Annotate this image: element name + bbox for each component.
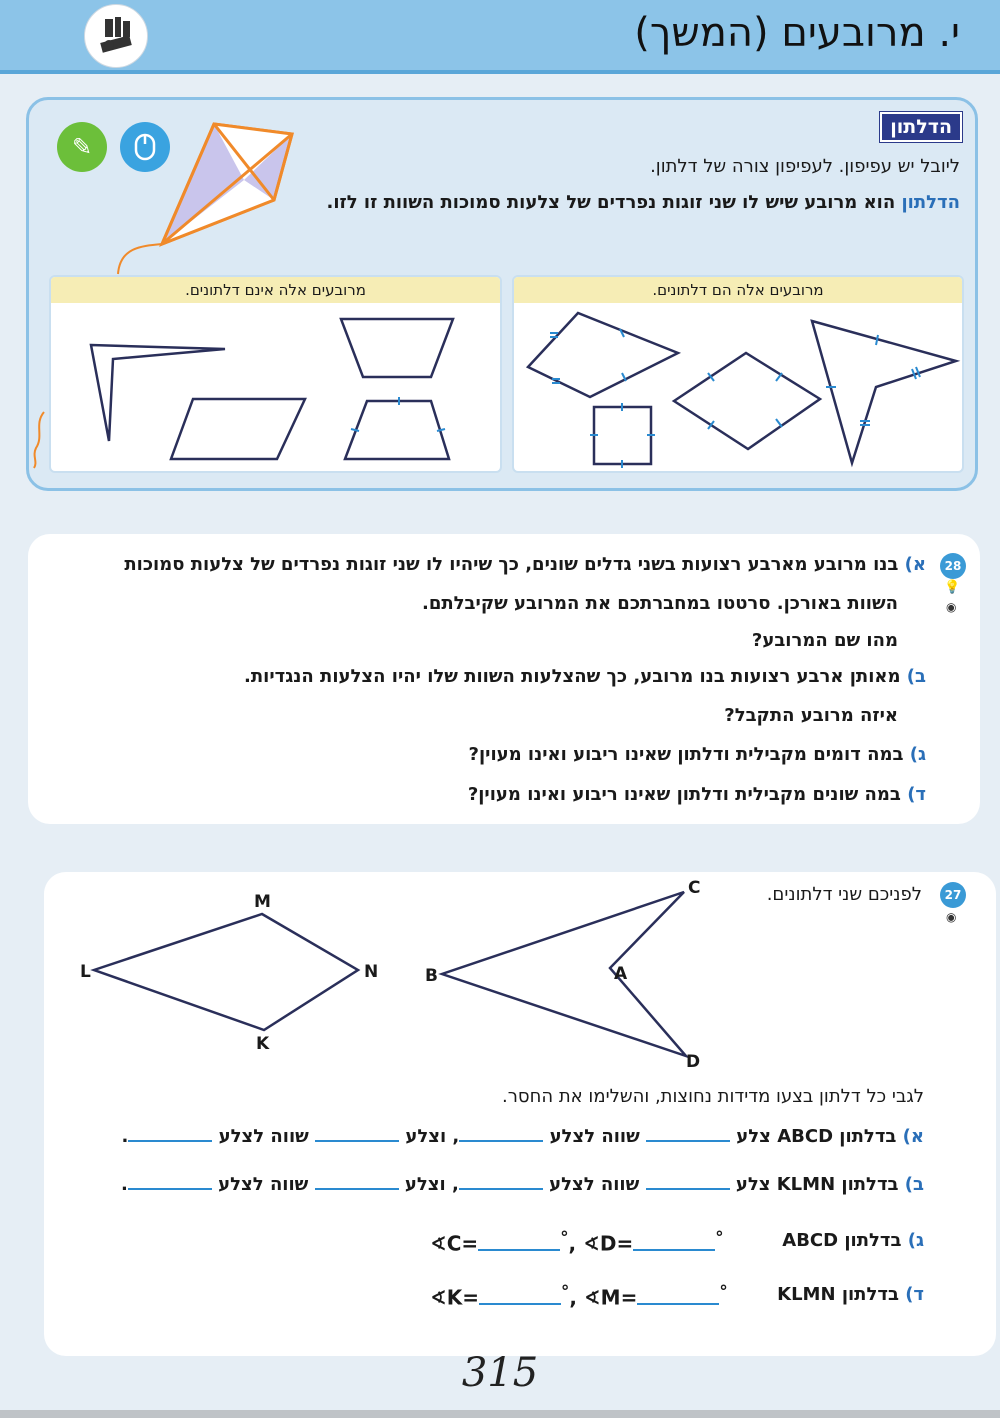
kite-examples-drawing bbox=[514, 303, 964, 473]
kite-definition-rest: הוא מרובע שיש לו שני זוגות נפרדים של צלעות סמוכות השוות זו לזו. bbox=[326, 192, 902, 213]
kite-definition-text bbox=[327, 192, 960, 213]
vertex-label-d: D bbox=[686, 1052, 701, 1072]
q28-a-line: א) בנו מרובע מארבע רצועות בשני גדלים שונים, כך שיהיו לו שני זוגות נפרדים של צלעות סמוכות bbox=[124, 554, 926, 575]
kite-illustration bbox=[110, 118, 300, 278]
target-icon: ◉ bbox=[946, 600, 957, 614]
q27-instruction: לגבי כל דלתון בצעו מדידות נחוצות, והשלימו את החסר. bbox=[502, 1086, 924, 1107]
vertex-label-n: N bbox=[364, 962, 379, 982]
q27-a-blank-3[interactable] bbox=[315, 1140, 399, 1142]
q27-b-blank-2[interactable] bbox=[459, 1188, 543, 1190]
q27-a-blank-4[interactable] bbox=[128, 1140, 212, 1142]
page-title: י. מרובעים (המשך) bbox=[634, 10, 960, 56]
bottom-strip bbox=[0, 1410, 1000, 1418]
q27-d-line: ד) בדלתון KLMN bbox=[777, 1284, 924, 1305]
kite-example-1 bbox=[528, 313, 678, 397]
rhombus-example bbox=[674, 353, 820, 449]
lightbulb-icon: 💡 bbox=[944, 580, 961, 595]
q28-b-line: ב) מאותן ארבע רצועות בנו מרובע, כך שהצלעות השוות שלו יהיו הצלעות הנגדיות. bbox=[244, 666, 926, 687]
kite-klmn bbox=[94, 914, 358, 1030]
q28-d-line: ד) במה שונים מקבילית ודלתון שאינו ריבוע ואינו מעוין? bbox=[467, 784, 926, 805]
kite-definition-label: הדלתון bbox=[880, 112, 962, 142]
vertex-label-m: M bbox=[254, 892, 271, 912]
q27-d-angles: ∢K= °, ∢M= ° bbox=[430, 1282, 728, 1310]
kite-intro-text: ליובל יש עפיפון. לעפיפון צורה של דלתון. bbox=[650, 156, 960, 177]
pencil-icon[interactable]: ✎ bbox=[57, 122, 107, 172]
book-logo-icon bbox=[84, 4, 148, 68]
trapezoid-example-1 bbox=[341, 319, 453, 377]
parallelogram-example bbox=[171, 399, 305, 459]
q27-a-line: א) בדלתון ABCD צלע שווה לצלע , וצלע שווה לצלע . bbox=[121, 1126, 924, 1147]
q27-b-blank-1[interactable] bbox=[646, 1188, 730, 1190]
header-divider bbox=[0, 70, 1000, 74]
vertex-label-k: K bbox=[256, 1034, 270, 1054]
q27-angle-m-blank[interactable] bbox=[637, 1303, 719, 1305]
nonkite-example-1 bbox=[91, 345, 225, 441]
q27-c-line: ג) בדלתון ABCD bbox=[782, 1230, 924, 1251]
q27-b-blank-3[interactable] bbox=[315, 1188, 399, 1190]
q28-c-line: ג) במה דומים מקבילית ודלתון שאינו ריבוע ואינו מעוין? bbox=[468, 744, 926, 765]
vertex-label-b: B bbox=[425, 966, 438, 986]
dart-example bbox=[812, 321, 956, 463]
vertex-label-l: L bbox=[80, 962, 91, 982]
q27-b-blank-4[interactable] bbox=[128, 1188, 212, 1190]
kite-abcd bbox=[442, 892, 686, 1056]
q27-b-line: ב) בדלתון KLMN צלע שווה לצלע , וצלע שווה לצלע . bbox=[121, 1174, 924, 1195]
q28-a-line3: מהו שם המרובע? bbox=[751, 630, 898, 651]
vertex-label-a: A bbox=[614, 964, 628, 984]
q28-b-line2: איזה מרובע התקבל? bbox=[724, 705, 898, 726]
q27-angle-k-blank[interactable] bbox=[479, 1303, 561, 1305]
q27-angle-c-blank[interactable] bbox=[478, 1249, 560, 1251]
q27-intro: לפניכם שני דלתונים. bbox=[766, 884, 922, 905]
kites-examples-panel bbox=[512, 275, 964, 473]
page-number: 315 bbox=[461, 1350, 539, 1396]
kite-abcd-drawing bbox=[420, 880, 720, 1070]
q27-angle-d-blank[interactable] bbox=[633, 1249, 715, 1251]
nonkite-examples-drawing bbox=[51, 303, 502, 473]
nonkites-panel-title: מרובעים אלה אינם דלתונים. bbox=[51, 277, 500, 303]
nonkites-examples-panel bbox=[49, 275, 502, 473]
kite-term: הדלתון bbox=[901, 192, 960, 213]
q27-a-blank-1[interactable] bbox=[646, 1140, 730, 1142]
vertex-label-c: C bbox=[688, 878, 701, 898]
q27-c-angles: ∢C= °, ∢D= ° bbox=[430, 1228, 724, 1256]
trapezoid-example-2 bbox=[345, 401, 449, 459]
kite-klmn-drawing bbox=[80, 890, 380, 1060]
kite-string-tail bbox=[30, 410, 50, 470]
kites-panel-title: מרובעים אלה הם דלתונים. bbox=[514, 277, 962, 303]
target-icon: ◉ bbox=[946, 910, 957, 924]
kite-string bbox=[118, 244, 162, 274]
question-27-number: 27 bbox=[940, 882, 966, 908]
q27-a-blank-2[interactable] bbox=[459, 1140, 543, 1142]
square-example bbox=[594, 407, 651, 464]
question-28-number: 28 bbox=[940, 553, 966, 579]
q28-a-line2: השוות באורכן. סרטטו במחברתכם את המרובע שקיבלתם. bbox=[422, 593, 898, 614]
